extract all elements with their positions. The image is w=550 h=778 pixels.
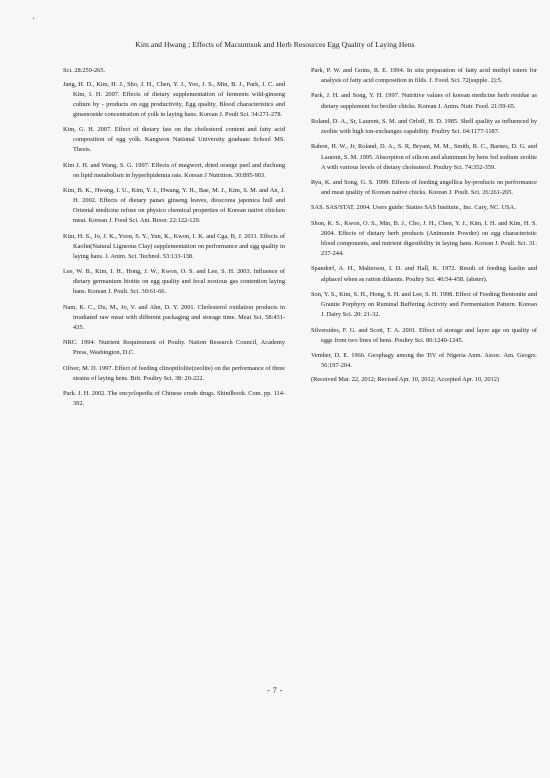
reference-item: Kim J. H. and Wang, S. G. 1997. Effects of mugwort, dried orange peel and duchung on lipid metabolism in hyperlipidemia rats. Korean J Nutrition. 30:895-903.: [63, 161, 285, 179]
reference-item: Oliver, M. D. 1997. Effect of feeding clinoptilolite(zeolite) on the performance of three strains of laying hens. Brit. Poultry Sci. 38: 20-222.: [63, 364, 285, 382]
reference-item: Jang, H. D., Kim, H. J., Sho, J. H., Chen, Y. J., Yoo, J. S., Min, B. J., Park, J. C. and Kim, I. H. 2007. Effects of dietary supplementation of ferments wild-ginseng culture by - products on egg productivity, Egg quality, Blood characteristics and ginsenoside concentration of yolk in laying hans. Korean J. Poult Sci. 34:271-278.: [63, 80, 285, 118]
reference-item: NRC. 1994. Nutrient Requirement of Poulty. Nation Research Council, Academy Press, Washington, D.C.: [63, 339, 285, 357]
references-right-column: [311, 66, 537, 385]
reference-item: Rabon, H. W., Jr, Roland, D. A., S. R, Bryant, M. M., Smith, R. C., Barnes, D. G. and Laurent, S. M. 1995. Absorption of silicon and aluminum by hens fed sodium zeolite A with various levels of dietary cholesterol. Poultry Sci. 74:352-359.: [311, 143, 537, 171]
reference-item: Vember, D. E. 1966. Geophagy among the TiV of Nigeria Anm. Assoc. Am. Geogrs. 56:197-204.: [311, 351, 537, 370]
page-mark: ': [33, 16, 35, 25]
reference-item: Kim, B. K., Hwang, I. U., Kim, Y. J., Hwang, Y. H., Bae, M. J., Kim, S. M. and An, J. H. 2002. Effects of dietary panax ginseng leaves, dioscorea japonica hull and Oriental medicine refuse on physico chemical properties of Korean native chicken meat. Korean J. Food Sci. Ani. Rrsor. 22:122-129.: [63, 187, 285, 225]
reference-item: Kim, G. H. 2007. Effect of dietary fats on the cholesterol content and fatty acid composition of egg yolk. Kangwon National University graduate School MS. Thesis.: [63, 126, 285, 154]
reference-item: Son, Y. S., Kim, S. H., Hong, S. H. and Lee, S. H. 1998. Effect of Feeding Bentonite and Granite Porphyry on Ruminal Buffering Activity and Fermentation Pattern. Korean J. Dairy Sci. 20: 21-32.: [311, 290, 537, 319]
references-left-column: [63, 66, 285, 415]
reference-item: Park, J. H. and Song, Y. H. 1997. Nutritive values of korean medicine herb residue as dietary supplement for broiler chicks. Korean J. Anim. Nutr. Feed. 21:59-65.: [311, 92, 537, 110]
running-head: Kim and Hwang ; Effects of Macsumsuk and Herb Resources Egg Quality of Laying Hens: [135, 40, 415, 49]
reference-item: SAS. SAS/STAT. 2004. Users guide: Staties SAS Institute., Inc. Cary, NC. USA.: [311, 204, 516, 212]
reference-item: Silversides, F. G. and Scott, T. A. 2001. Effect of storage and layer age on quality of eggs from two lines of hens. Poultry Sci. 80:1240-1245.: [311, 326, 537, 344]
reference-item: Kim, H. S., Jo, J. K., Yoon, S. Y., Yun, K., Kwon, I. K. and Cga, B, J. 2011. Effects of Kaolin(Natural Ligneous Clay) supplementation on performance and egg quality in laying hans. J. Anim. Sci. Technol. 53:133-138.: [63, 232, 285, 260]
received-dates-note: (Received Mar. 22, 2012; Revised Apr. 10, 2012; Accepted Apr. 10, 2012): [311, 375, 499, 383]
reference-item: Park, P. W. and Goins, R. E. 1994. In situ preparation of fatty acid methyl esters for analysis of fatty acid composition in filds. J. Food. Sci. 72(supple. 2):5.: [311, 67, 537, 85]
reference-item: Nam, K. C., Du, M., Jo, V. and Ahn, D. Y. 2001. Cholesterol oxidation products in irradiated raw meat with different packaging and storage time. Meat Sci. 58:431-435.: [63, 303, 285, 331]
page-number: - 7 -: [267, 686, 283, 695]
reference-item: Sci. 28:259-265.: [63, 67, 106, 74]
reference-item: Park. J. H. 2002. The encyclopedia of Chinese crude drugs. Shinilbook. Com. pp. 114-392.: [63, 390, 285, 408]
reference-item: Spandorf, A. H., Malterson, I. D. and Hall, K. 1972. Result of feeding kaolin and alphacel when as ration diluents. Poultry Sci. 40:54-458. (abster).: [311, 265, 537, 283]
reference-item: Roland, D. A., Sr, Laurent, S. M. and Orloff, H. D. 1985. Shell quality as influenced by zeolite with high ion-exchanges capability. Poultry Sci. 64:1177-1187.: [311, 117, 537, 136]
reference-item: Ryu, K. and Song, G. S. 1999. Effects of feeding angellica by-products on performance and meat quality of Korean native chicks. Korean J. Poult. Sci. 26:261-265.: [311, 178, 537, 197]
reference-item: Lee, W. B., Kim, I. H., Hong, J. W., Kwon, O. S. and Lee, S. H. 2003. Influence of dietary germanium biotite on egg quality and fecal noxious gas contention laying hans. Korean J. Poult. Sci. 30:61-66.: [63, 268, 285, 296]
reference-item: Shon, K. S., Kwon, O. S., Min, B. J., Cho, J. H., Chen, Y. J., Kim, I. H. and Kim, H. S. 2004. Effects of dietary herb products (Animunin Powder) on egg characteristic blood components, and nutrient digestibility in laying hans. Korean J. Poult. Sci. 31: 237-244.: [311, 219, 537, 258]
